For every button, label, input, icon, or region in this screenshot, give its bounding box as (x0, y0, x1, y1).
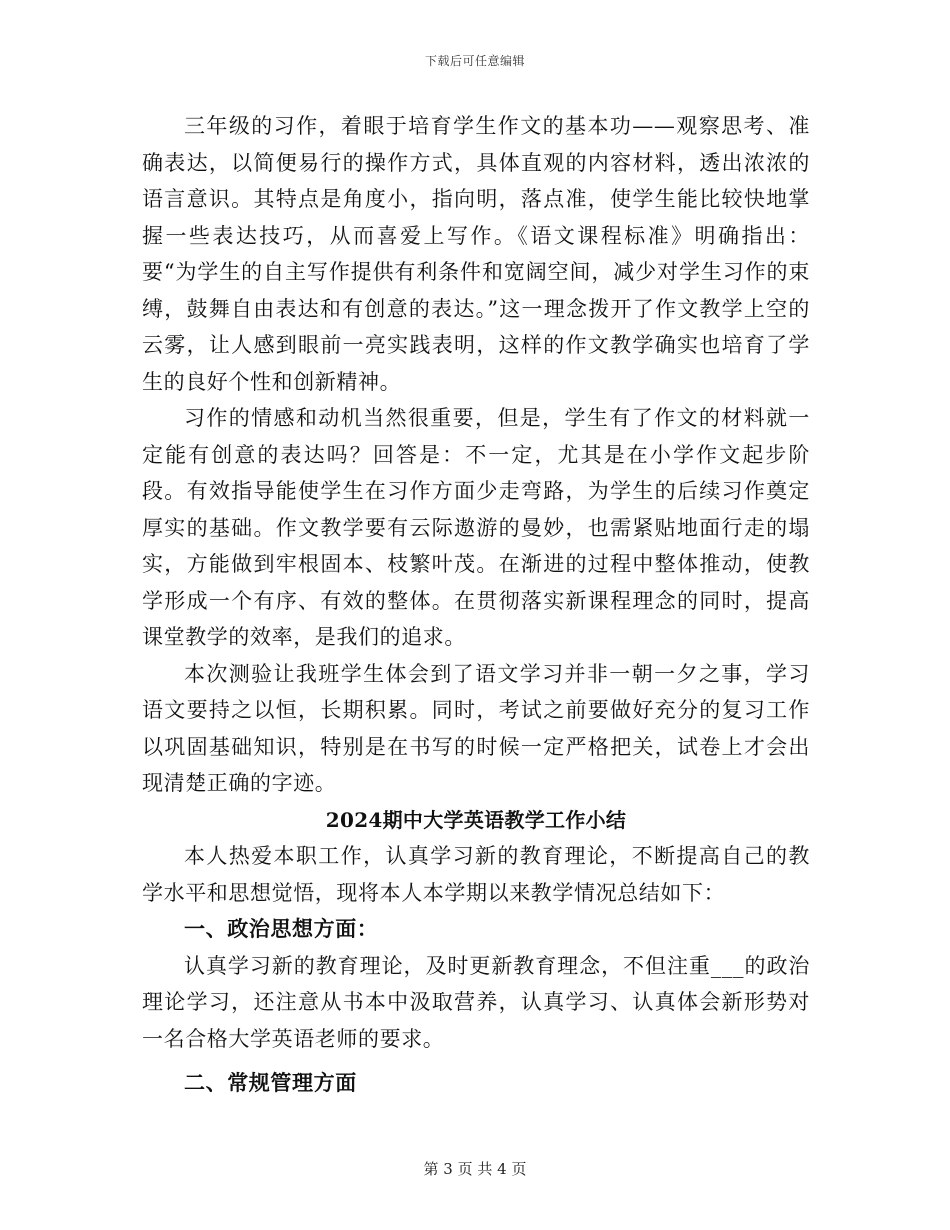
paragraph-writing-guidance: 习作的情感和动机当然很重要，但是，学生有了作文的材料就一定能有创意的表达吗？回答是：不一定，尤其是在小学作文起步阶段。有效指导能使学生在习作方面少走弯路，为学生的后续习作奠定厚实的基础。作文教学要有云际遨游的曼妙，也需紧贴地面行走的塌实，方能做到牢根固本、枝繁叶茂。在渐进的过程中整体推动，使教学形成一个有序、有效的整体。在贯彻落实新课程理念的同时，提高课堂教学的效率，是我们的追求。 (142, 406, 810, 649)
page-header-note: 下载后可任意编辑 (424, 54, 525, 68)
paragraph-political: 认真学习新的教育理论，及时更新教育理念，不但注重___的政治理论学习，还注意从书本中汲取营养，认真学习、认真体会新形势对一名合格大学英语老师的要求。 (142, 953, 810, 1051)
paragraph-writing-goals: 三年级的习作，着眼于培育学生作文的基本功——观察思考、准确表达，以简便易行的操作方式，具体直观的内容材料，透出浓浓的语言意识。其特点是角度小，指向明，落点准，使学生能比较快地掌握一些表达技巧，从而喜爱上写作。《语文课程标准》明确指出：要“为学生的自主写作提供有利条件和宽阔空间，减少对学生习作的束缚，鼓舞自由表达和有创意的表达。”这一理念拨开了作文教学上空的云雾，让人感到眼前一亮实践表明，这样的作文教学确实也培育了学生的良好个性和创新精神。 (142, 114, 810, 394)
heading-routine-management: 二、常规管理方面 (184, 1070, 357, 1095)
document-body (142, 108, 810, 1102)
heading-political: 一、政治思想方面： (184, 916, 379, 941)
paragraph-exam-reflection: 本次测验让我班学生体会到了语文学习并非一朝一夕之事，学习语文要持之以恒，长期积累。同时，考试之前要做好充分的复习工作以巩固基础知识，特别是在书写的时候一定严格把关，试卷上才会出现清楚正确的字迹。 (142, 661, 810, 795)
paragraph-intro: 本人热爱本职工作，认真学习新的教育理论，不断提高自己的教学水平和思想觉悟，现将本人本学期以来教学情况总结如下： (142, 844, 810, 905)
section-title: 2024期中大学英语教学工作小结 (325, 807, 627, 832)
page-number-indicator: 第 3 页 共 4 页 (423, 1160, 527, 1178)
